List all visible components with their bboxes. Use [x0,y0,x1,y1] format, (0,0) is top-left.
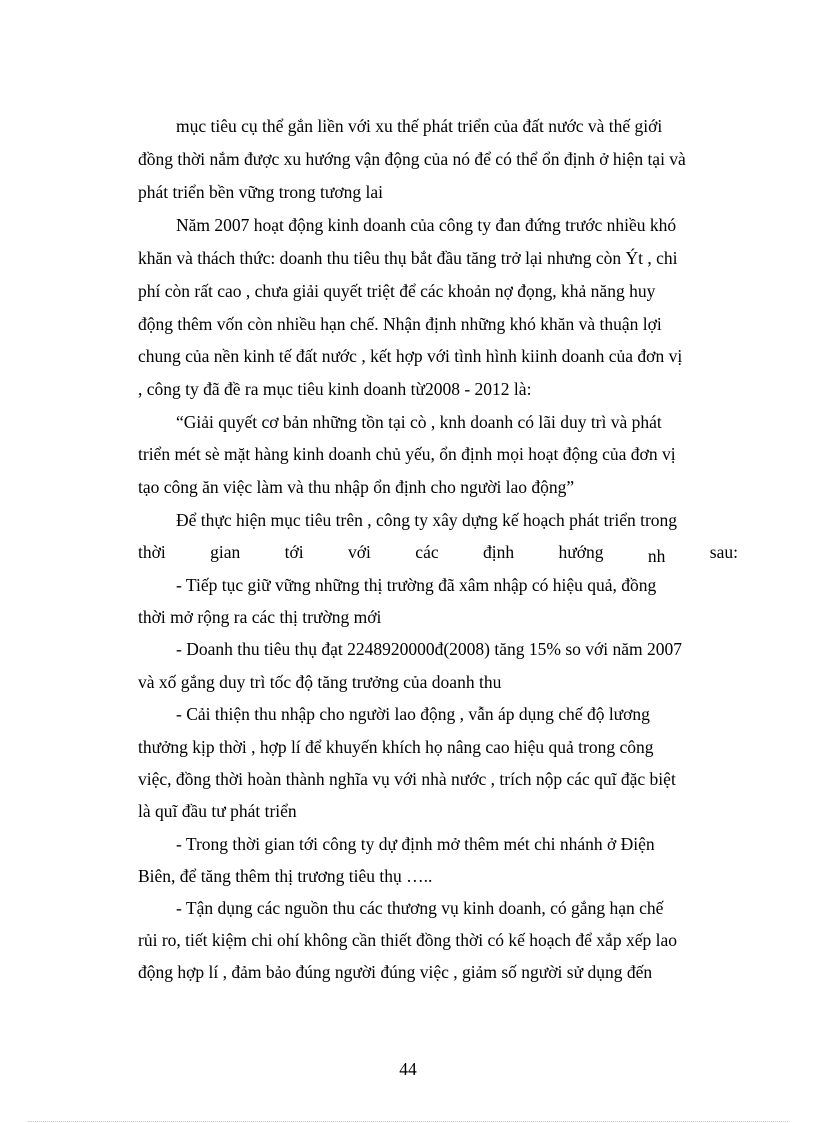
quote-line: triển mét sè mặt hàng kinh doanh chủ yếu, ổn định mọi hoạt động của đơn vị [138,444,676,464]
spread-text-line [138,541,738,566]
text-line: đồng thời nắm được xu hướng vận động của nó để có thể ổn định ở hiện tại và [138,149,686,169]
word: tới [284,542,304,562]
text-line: phát triển bền vững trong tương lai [138,182,383,202]
bullet-line: - Doanh thu tiêu thụ đạt 2248920000đ(2008) tăng 15% so với năm 2007 [176,639,682,659]
text-line: thời mở rộng ra các thị trường mới [138,607,382,627]
word: với [348,542,371,562]
bullet-line: - Trong thời gian tới công ty dự định mở thêm mét chi nhánh ở Điện [176,834,655,854]
page-number: 44 [399,1059,417,1079]
word: định [483,542,515,562]
text-line: động hợp lí , đảm bảo đúng người đúng việc , giảm số người sử dụng đến [138,962,653,982]
quote-line: “Giải quyết cơ bản những tồn tại cò , knh doanh có lãi duy trì và phát [176,412,662,432]
text-line: khăn và thách thức: doanh thu tiêu thụ bắt đầu tăng trở lại nhưng còn Ýt , chi [138,248,678,268]
word: các [415,542,439,562]
text-line: Để thực hiện mục tiêu trên , công ty xây dựng kế hoạch phát triển trong [176,510,678,530]
bullet-line: - Tiếp tục giữ vững những thị trường đã xâm nhập có hiệu quả, đồng [176,575,657,595]
text-line: động thêm vốn còn nhiều hạn chế. Nhận định những khó khăn và thuận lợi [138,314,662,334]
text-line: việc, đồng thời hoàn thành nghĩa vụ với nhà nước , trích nộp các quĩ đặc biệt [138,769,676,789]
word: hướng [558,542,604,562]
word: sau: [709,542,738,562]
word: thời [138,542,166,562]
word: nh [647,546,666,566]
bullet-line: - Tận dụng các nguồn thu các thương vụ kinh doanh, có gắng hạn chế [176,898,664,918]
text-line: chung của nền kinh tế đất nước , kết hợp với tình hình kiinh doanh của đơn vị [138,346,683,366]
word: gian [210,542,241,562]
text-line: Năm 2007 hoạt động kinh doanh của công ty đan đứng trước nhiều khó [176,215,677,235]
text-line: phí còn rất cao , chưa giải quyết triệt để các khoản nợ đọng, khả năng huy [138,281,656,301]
text-line: là quĩ đầu tư phát triển [138,801,297,821]
text-line: và xố gắng duy trì tốc độ tăng trưởng của doanh thu [138,672,502,692]
text-line: thưởng kịp thời , hợp lí để khuyến khích họ nâng cao hiệu quả trong công [138,737,654,757]
line-text: mục tiêu cụ thể gắn liền với xu thế phát triển của đất nước và thế giới [176,116,663,136]
text-line: rủi ro, tiết kiệm chi ohí không cần thiết đồng thời có kế hoạch để xắp xếp lao [138,930,677,950]
text-line: Biên, để tăng thêm thị trương tiêu thụ ….. [138,866,433,886]
page-bottom-divider [28,1121,788,1122]
text-line: , công ty đã đề ra mục tiêu kinh doanh từ2008 - 2012 là: [138,379,532,399]
text-line [176,115,738,137]
bullet-line: - Cải thiện thu nhập cho người lao động , vẫn áp dụng chế độ lương [176,704,650,724]
quote-line: tạo công ăn việc làm và thu nhập ổn định cho người lao động” [138,477,575,497]
